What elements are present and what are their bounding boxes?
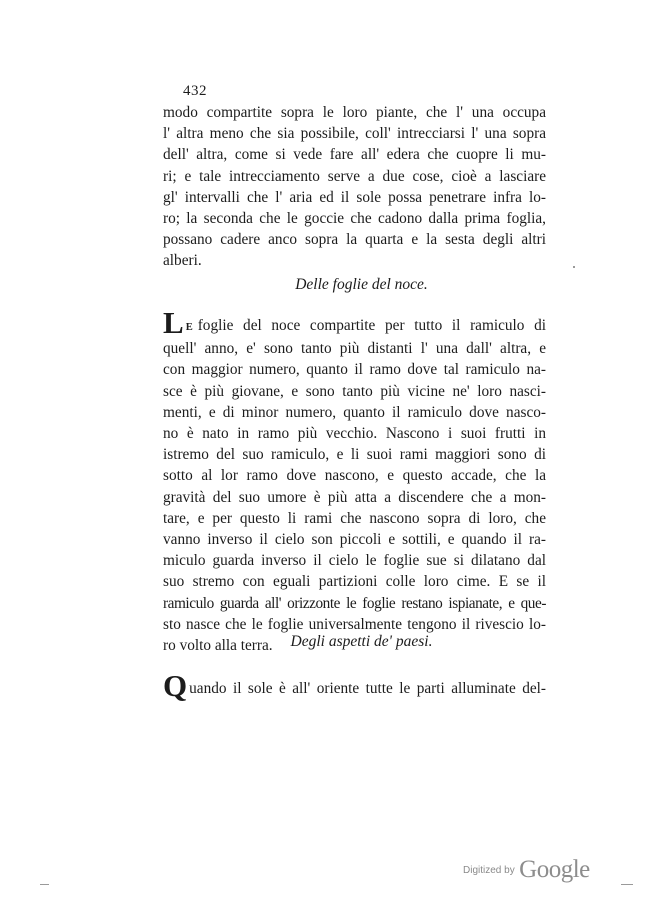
text-line-content: uando il sole è all' oriente tutte le parti alluminate del-	[189, 680, 546, 697]
text-line-first	[163, 668, 546, 703]
text-line: alberi.	[163, 252, 202, 270]
digitization-watermark	[463, 856, 590, 884]
text-line: tare, e per questo li rami che nascono sopra di loro, che	[163, 509, 546, 527]
section-heading: Delle foglie del noce.	[295, 276, 428, 293]
section-heading: Degli aspetti de' paesi.	[290, 633, 433, 650]
paragraph-walnut-leaves	[163, 305, 546, 656]
text-line: ramiculo guarda all' orizzonte le foglie restano ispianate, e que-	[163, 594, 546, 612]
text-line-first	[163, 305, 546, 340]
google-wordmark: Google	[519, 856, 590, 883]
paragraph-landscapes	[163, 668, 546, 703]
text-line: ri; e tale intrecciamento serve a due cose, cioè a lasciare	[163, 167, 546, 185]
scan-speck	[621, 884, 633, 885]
text-line: possano cadere anco sopra la quarta e la sesta degli altri	[163, 231, 546, 249]
text-line: istremo del suo ramiculo, e li suoi rami maggiori sono di	[163, 446, 546, 464]
scan-speck	[573, 266, 575, 268]
text-line: menti, e di minor numero, quanto il ramiculo dove nasco-	[163, 403, 546, 421]
text-line: ro; la seconda che le goccie che cadono dalla prima foglia,	[163, 210, 546, 228]
text-line: modo compartite sopra le loro piante, che l' una occupa	[163, 104, 546, 121]
scan-speck	[40, 884, 49, 885]
paragraph-continued	[163, 102, 546, 272]
text-line: vanno inverso il cielo son piccoli e sottili, e quando il ra-	[163, 531, 546, 549]
text-line: suo stremo con eguali partizioni colle loro cime. E se il	[163, 573, 546, 591]
text-line: gl' intervalli che l' aria ed il sole possa penetrare infra lo-	[163, 188, 546, 206]
text-line: ro volto alla terra.	[163, 637, 273, 655]
text-line: no è nato in ramo più vecchio. Nascono i suoi frutti in	[163, 425, 546, 443]
drop-cap: L	[163, 305, 184, 340]
text-line: con maggior numero, quanto il ramo dove tal ramiculo na-	[163, 361, 546, 379]
text-line: dell' altra, come si vede fare all' edera che cuopre li mu-	[163, 146, 546, 164]
text-line-content: foglie del noce compartite per tutto il ramiculo di	[197, 317, 546, 334]
text-line: sto nasce che le foglie universalmente tengono il rivescio lo-	[163, 615, 546, 633]
drop-cap: Q	[163, 668, 188, 703]
text-line: sotto al lor ramo dove nascono, e questo accade, che la	[163, 467, 546, 485]
text-line: gravità del suo umore è più atta a discendere che a mon-	[163, 488, 546, 506]
small-cap: E	[185, 322, 193, 333]
text-line: quell' anno, e' sono tanto più distanti l' una dall' altra, e	[163, 340, 546, 358]
text-line: sce è più giovane, e sono tanto più vicine ne' loro nasci-	[163, 382, 546, 400]
page-number: 432	[183, 83, 207, 99]
digitized-by-label: Digitized by	[463, 865, 515, 876]
text-line: miculo guarda inverso il cielo le foglie sue si dilatano dal	[163, 552, 546, 570]
text-line: l' altra meno che sia possibile, coll' intrecciarsi l' una sopra	[163, 125, 546, 143]
